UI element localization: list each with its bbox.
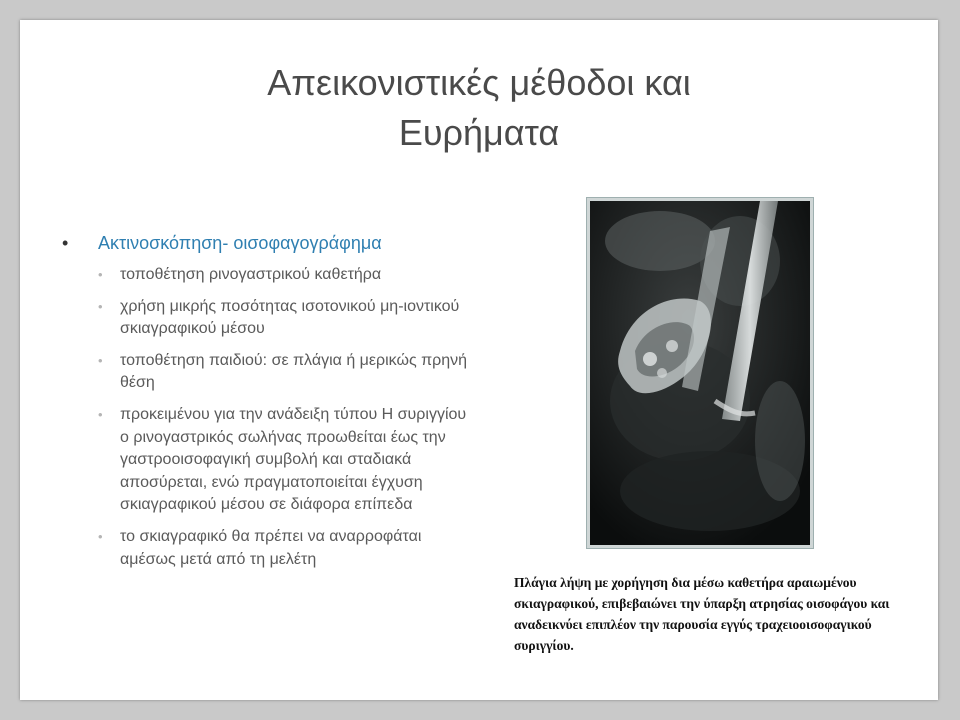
xray-image-frame	[586, 197, 814, 549]
main-bullet: • Ακτινοσκόπηση- οισοφαγογράφημα	[62, 232, 482, 254]
sub-bullet: • τοποθέτηση παιδιού: σε πλάγια ή μερικώς πρηνή θέση	[62, 350, 482, 395]
slide-title	[20, 58, 938, 158]
bullet-list	[62, 232, 482, 580]
slide-title-line-1: Απεικονιστικές μέθοδοι και	[267, 62, 691, 103]
xray-image	[590, 201, 810, 545]
sub-bullet: • χρήση μικρής ποσότητας ισοτονικού μη-ιοντικού σκιαγραφικού μέσου	[62, 296, 482, 341]
slide-title-line-2: Ευρήματα	[398, 112, 560, 153]
image-caption: Πλάγια λήψη με χορήγηση δια μέσω καθετήρα αραιωμένου σκιαγραφικού, επιβεβαιώνει την ύπαρξη ατρησίας οισοφάγου και αναδεικνύει επιπλέον την παρουσία εγγύς τραχειοοισοφαγικού συριγγίου.	[514, 575, 890, 653]
sub-bullet: • προκειμένου για την ανάδειξη τύπου Η συριγγίου ο ρινογαστρικός σωλήνας προωθείται έως την γαστροοισοφαγική συμβολή και σταδιακά αποσύρεται, ενώ πραγματοποιείται έγχυση σκιαγραφικού μέσου σε διάφορα επίπεδα	[62, 404, 482, 517]
sub-bullet: • το σκιαγραφικό θα πρέπει να αναρροφάται αμέσως μετά από τη μελέτη	[62, 526, 482, 571]
slide	[20, 20, 938, 700]
sub-bullet: • τοποθέτηση ρινογαστρικού καθετήρα	[62, 264, 482, 287]
